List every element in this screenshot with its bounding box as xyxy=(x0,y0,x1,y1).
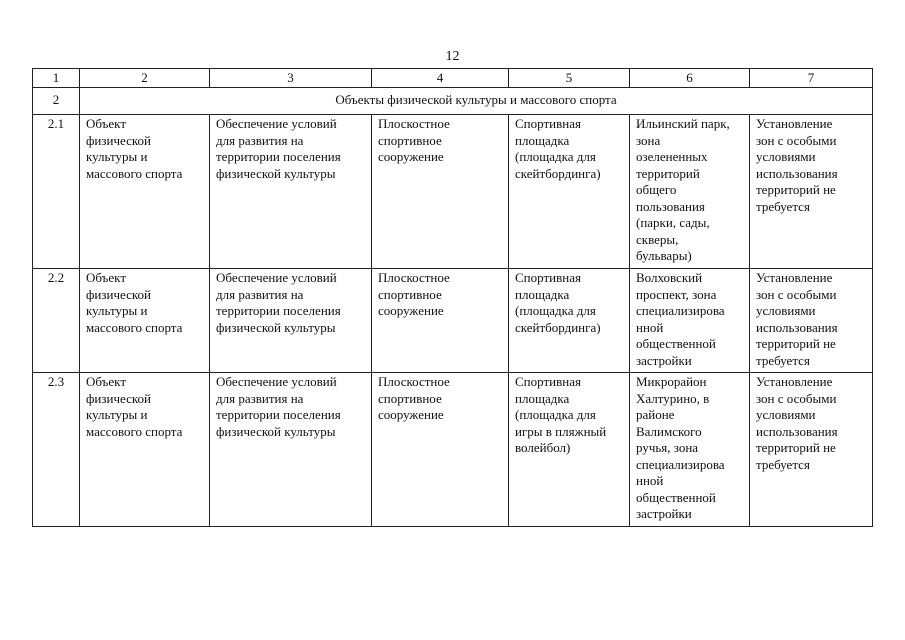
location-cell: Волховский проспект, зона специализирова нной общественной застройки xyxy=(630,269,750,373)
purpose-cell: Обеспечение условий для развития на территории поселения физической культуры xyxy=(210,115,372,269)
header-cell: 5 xyxy=(509,69,630,88)
row-number: 2.1 xyxy=(33,115,80,269)
header-cell: 1 xyxy=(33,69,80,88)
zones-cell: Установление зон с особыми условиями использования территорий не требуется xyxy=(750,269,873,373)
object-kind-cell: Плоскостное спортивное сооружение xyxy=(372,115,509,269)
header-cell: 7 xyxy=(750,69,873,88)
purpose-cell: Обеспечение условий для развития на территории поселения физической культуры xyxy=(210,373,372,527)
section-row xyxy=(33,88,873,115)
header-row xyxy=(33,69,873,88)
object-name-cell: Спортивная площадка (площадка для скейтбординга) xyxy=(509,269,630,373)
zones-cell: Установление зон с особыми условиями использования территорий не требуется xyxy=(750,373,873,527)
page-number: 12 xyxy=(445,49,460,64)
object-kind-cell: Плоскостное спортивное сооружение xyxy=(372,269,509,373)
section-number: 2 xyxy=(33,88,80,115)
row-number: 2.2 xyxy=(33,269,80,373)
object-type-cell: Объект физической культуры и массового спорта xyxy=(80,115,210,269)
table-row xyxy=(33,115,873,269)
purpose-cell: Обеспечение условий для развития на территории поселения физической культуры xyxy=(210,269,372,373)
zones-cell: Установление зон с особыми условиями использования территорий не требуется xyxy=(750,115,873,269)
location-cell: Микрорайон Халтурино, в районе Валимского ручья, зона специализирова нной общественной застройки xyxy=(630,373,750,527)
object-type-cell: Объект физической культуры и массового спорта xyxy=(80,373,210,527)
object-name-cell: Спортивная площадка (площадка для игры в пляжный волейбол) xyxy=(509,373,630,527)
object-type-cell: Объект физической культуры и массового спорта xyxy=(80,269,210,373)
header-cell: 6 xyxy=(630,69,750,88)
objects-table xyxy=(32,68,873,527)
table-row xyxy=(33,269,873,373)
table-row xyxy=(33,373,873,527)
row-number: 2.3 xyxy=(33,373,80,527)
header-cell: 4 xyxy=(372,69,509,88)
header-cell: 2 xyxy=(80,69,210,88)
object-name-cell: Спортивная площадка (площадка для скейтбординга) xyxy=(509,115,630,269)
section-title: Объекты физической культуры и массового спорта xyxy=(80,88,873,115)
object-kind-cell: Плоскостное спортивное сооружение xyxy=(372,373,509,527)
header-cell: 3 xyxy=(210,69,372,88)
location-cell: Ильинский парк, зона озелененных территорий общего пользования (парки, сады, скверы, бульвары) xyxy=(630,115,750,269)
